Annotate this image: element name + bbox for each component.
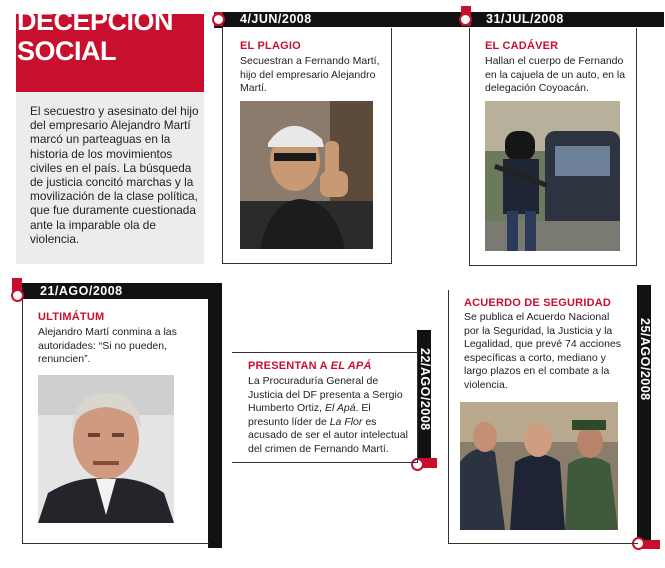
event-2-date: 31/JUL/2008 — [486, 12, 564, 26]
event-3-title: ULTIMÁTUM — [38, 311, 105, 323]
timeline-marker-1 — [212, 13, 225, 26]
page-title — [17, 6, 173, 66]
event-5-title: ACUERDO DE SEGURIDAD — [464, 297, 612, 309]
event-5-date: 25/AGO/2008 — [638, 318, 652, 401]
event-4-text — [248, 375, 408, 456]
event-4-title — [248, 360, 372, 372]
young-man-thumbs-up-photo — [240, 101, 373, 249]
timeline-marker-2 — [459, 13, 472, 26]
event-4-text-b: El Apá — [325, 402, 356, 414]
event-4-text-c: . El presunto líder de — [248, 402, 371, 428]
event-4-title-italic: EL APÁ — [330, 360, 372, 372]
event-3-photo — [38, 375, 174, 523]
title-line-2: SOCIAL — [17, 36, 117, 66]
event-4-title-prefix: PRESENTAN A — [248, 360, 331, 372]
officials-meeting-photo — [460, 402, 618, 530]
event-4-text-a: La Procuraduría General de Justicia del DF presenta a Sergio Humberto Ortiz, — [248, 375, 403, 414]
title-line-1: DECEPCIÓN — [17, 6, 174, 36]
event-3-text: Alejandro Martí conmina a las autoridades: “Si no pueden, renuncien”. — [38, 326, 177, 365]
event-5-photo — [460, 402, 618, 530]
event-1-text: Secuestran a Fernando Martí, hijo del empresario Alejandro Martí. — [240, 55, 380, 94]
event-4-text-e: es acusado de ser el autor intelectual del crimen de Fernando Martí. — [248, 415, 408, 455]
event-1-photo — [240, 101, 373, 249]
event-1-date: 4/JUN/2008 — [240, 12, 312, 26]
event-3-date: 21/AGO/2008 — [40, 284, 123, 298]
event-1-title: EL PLAGIO — [240, 40, 301, 52]
event-4-date: 22/AGO/2008 — [418, 348, 432, 431]
event-2-text: Hallan el cuerpo de Fernando en la cajuela de un auto, en la delegación Coyoacán. — [485, 55, 626, 94]
event-2-title: EL CADÁVER — [485, 40, 559, 52]
timeline-left-vertical — [208, 283, 222, 548]
event-5-text: Se publica el Acuerdo Nacional por la Seguridad, la Justicia y la Legalidad, que prevé 74 acciones específicas a corto, mediano y largo plazos en el combate a la violencia. — [464, 311, 622, 391]
event-2-photo — [485, 101, 620, 251]
alejandro-marti-portrait-photo — [38, 375, 174, 523]
intro-text: El secuestro y asesinato del hijo del empresario Alejandro Martí marcó un parteaguas en la historia de los movimientos civiles en el país. La búsqueda de justicia concitó marchas y la movilización de la clase política, que fue duramente cuestionada ante la imparable ola de violencia. — [30, 104, 199, 246]
event-4-text-d: La Flor — [329, 415, 363, 428]
armed-officer-and-car-photo — [485, 101, 620, 251]
